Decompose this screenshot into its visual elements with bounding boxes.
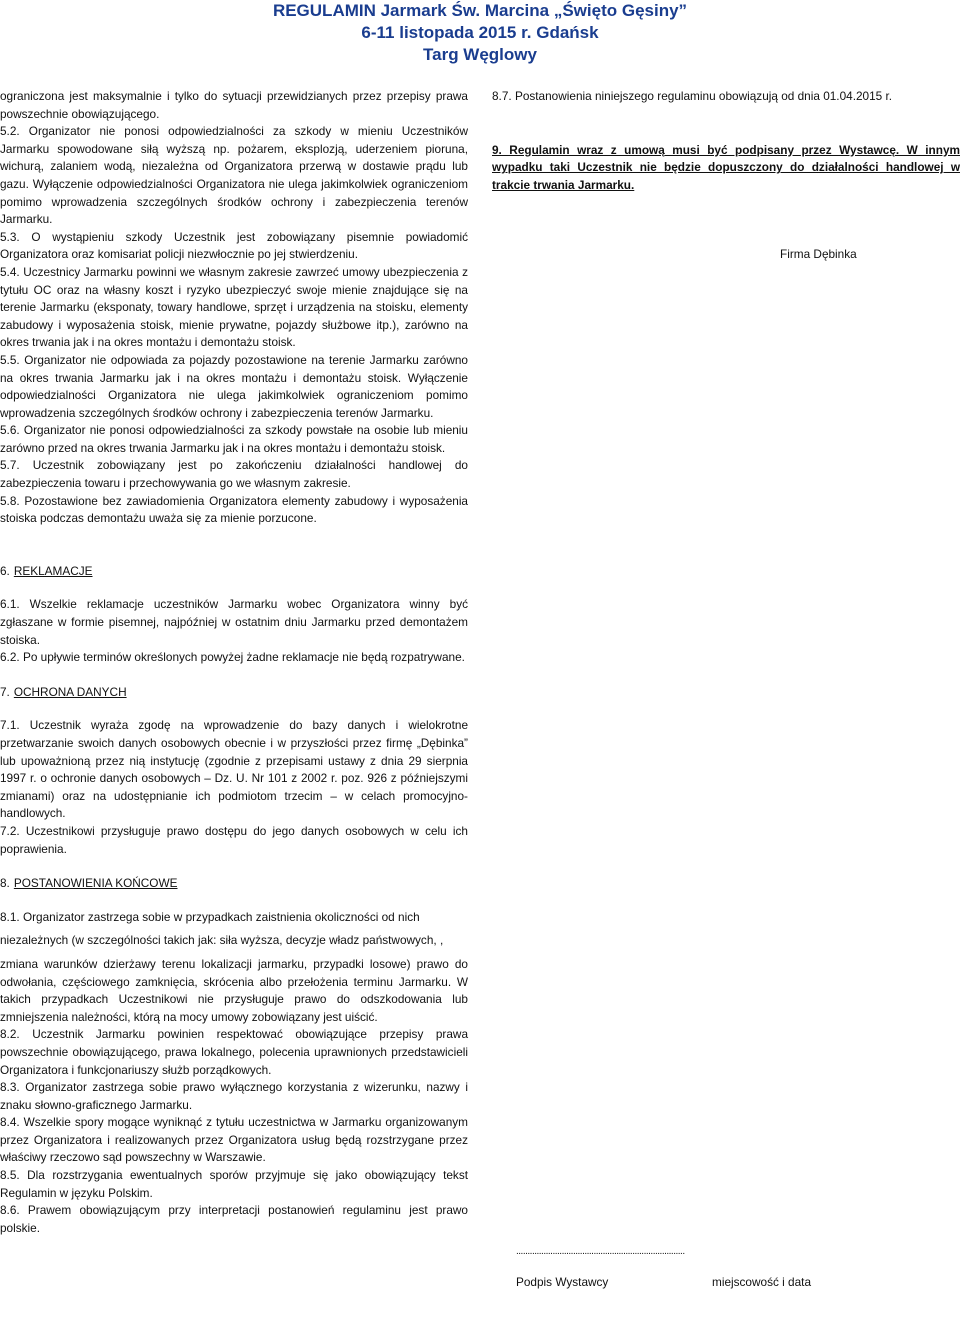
section-8-number: 8. — [0, 876, 10, 891]
signature-line: .......................................................................... — [516, 1246, 685, 1257]
paragraph-continuation: ograniczona jest maksymalnie i tylko do sytuacji przewidzianych przez przepisy prawa powszechnie obowiązującego. — [0, 89, 468, 121]
header-title: REGULAMIN Jarmark Św. Marcina „Święto Gęsiny” — [272, 1, 688, 20]
paragraph-7-1: 7.1. Uczestnik wyraża zgodę na wprowadzenie do bazy danych i wielokrotne przetwarzanie swoich danych osobowych obecnie i w przyszłości przez firmę „Dębinka” lub upoważnioną przez nią instytucję (zgodnie z przepisami ustawy z dnia 29 sierpnia 1997 r. o ochronie danych osobowych – Dz. U. Nr 101 z 2002 r. poz. 926 z późniejszymi zmianami) oraz na udostępnianie ich podmiotom trzecim – w celach promocyjno-handlowych. — [0, 718, 468, 821]
paragraph-5-6: 5.6. Organizator nie ponosi odpowiedzialności za szkody powstałe na osobie lub mieniu zarówno przed na okres trwania Jarmarku jak i na okres montażu i demontażu stoisk. — [0, 423, 468, 455]
section-6-heading — [0, 563, 468, 581]
paragraph-5-7: 5.7. Uczestnik zobowiązany jest po zakończeniu działalności handlowej do zabezpieczenia towaru i przechowywania go we własnym zakresie. — [0, 458, 468, 491]
paragraph-8-7: 8.7. Postanowienia niniejszego regulaminu obowiązują od dnia 01.04.2015 r. — [492, 89, 893, 103]
paragraph-6-2: 6.2. Po upływie terminów określonych powyżej żadne reklamacje nie będą rozpatrywane. — [0, 650, 465, 665]
paragraph-8-1-rest: zmiana warunków dzierżawy terenu lokalizacji jarmarku, przypadki losowe) prawo do odwołania, częściowego zamknięcia, skrócenia albo przełożenia terminu Jarmarku. W takich przypadkach Uczestnikowi nie przysługuje prawo do odszkodowania lub zmniejszenia należności, którą na mocy umowy zobowiązany jest uiścić. — [0, 956, 468, 1024]
section-6-number: 6. — [0, 563, 10, 578]
paragraph-5-2: 5.2. Organizator nie ponosi odpowiedzialności za szkody w mieniu Uczestników Jarmarku spowodowane siłą wyższą np. pożarem, eksplozją, uderzeniem pioruna, wichurą, zalaniem wodą, niezależna od Organizatora przerwą w dostawie prądu lub gazu. Wyłączenie odpowiedzialności Organizatora nie ulega jakimkolwiek ograniczeniom pomimo wprowadzenia szczególnych środków ochrony i zabezpieczenia terenów Jarmarku. — [0, 124, 468, 227]
paragraph-5-3: 5.3. O wystąpieniu szkody Uczestnik jest zobowiązany pisemnie powiadomić Organizatora oraz komisariat policji niezwłocznie po jej stwierdzeniu. — [0, 229, 468, 262]
right-column — [492, 88, 960, 194]
paragraph-5-8: 5.8. Pozostawione bez zawiadomienia Organizatora elementy zabudowy i wyposażenia stoiska podczas demontażu uważa się za mienie porzucone. — [0, 493, 468, 526]
place-date-label: miejscowość i data — [712, 1275, 812, 1289]
section-6-title: REKLAMACJE — [13, 563, 93, 578]
paragraph-8-1-line2: niezależnych (w szczególności takich jak: siła wyższa, decyzje władz państwowych, , — [0, 933, 444, 948]
paragraph-7-2: 7.2. Uczestnikowi przysługuje prawo dostępu do jego danych osobowych w celu ich poprawienia. — [0, 823, 468, 856]
section-7-heading — [0, 684, 468, 702]
section-8-heading — [0, 875, 468, 893]
paragraph-8-1-line1: 8.1. Organizator zastrzega sobie w przypadkach zaistnienia okoliczności od nich — [0, 909, 420, 924]
section-7-title: OCHRONA DANYCH — [13, 684, 127, 699]
paragraph-8-2: 8.2. Uczestnik Jarmarku powinien respektować obowiązujące przepisy prawa powszechnie obowiązującego, prawa lokalnego, polecenia uprawnionych przedstawicieli Organizatora i funkcjonariuszy służb porządkowych. — [0, 1027, 468, 1077]
signature-label: Podpis Wystawcy — [516, 1275, 609, 1289]
section-8-title: POSTANOWIENIA KOŃCOWE — [13, 876, 178, 891]
company-name: Firma Dębinka — [780, 247, 857, 261]
paragraph-6-1: 6.1. Wszelkie reklamacje uczestników Jarmarku wobec Organizatora winny być zgłaszane w formie pisemnej, najpóźniej w ostatnim dniu Jarmarku przed demontażem stoiska. — [0, 597, 468, 647]
paragraph-8-3: 8.3. Organizator zastrzega sobie prawo wyłącznego korzystania z wizerunku, nazwy i znaku słowno-graficznego Jarmarku. — [0, 1080, 468, 1112]
paragraph-9-signature-requirement: 9. Regulamin wraz z umową musi być podpisany przez Wystawcę. W innym wypadku taki Uczestnik nie będzie dopuszczony do działalności handlowej w trakcie trwania Jarmarku. — [492, 142, 960, 192]
paragraph-5-4: 5.4. Uczestnicy Jarmarku powinni we własnym zakresie zawrzeć umowy ubezpieczenia z tytułu OC oraz na własny koszt i ryzyko ubezpieczyć swoje mienie znajdujące się na terenie Jarmarku (eksponaty, towary handlowe, sprzęt i urządzenia na stoisku, elementy zabudowy i wyposażenia stoisk, mienie prywatne, pojazdy służbowe itp.), zarówno na okres trwania jak i na okres montażu i demontażu stoisk. — [0, 264, 468, 350]
document-header — [180, 0, 780, 66]
left-column — [0, 88, 468, 1237]
header-dates: 6-11 listopada 2015 r. Gdańsk — [361, 23, 599, 42]
header-location: Targ Węglowy — [423, 45, 537, 64]
paragraph-8-4: 8.4. Wszelkie spory mogące wyniknąć z tytułu uczestnictwa w Jarmarku organizowanym przez Organizatora i realizowanych przez Organizatora usług będą rozstrzygane przez właściwy rzeczowo sąd powszechny w Warszawie. — [0, 1115, 468, 1165]
paragraph-5-5: 5.5. Organizator nie odpowiada za pojazdy pozostawione na terenie Jarmarku zarówno na okres trwania Jarmarku jak i na okres montażu i demontażu stoisk. Wyłączenie odpowiedzialności Organizatora nie ulega jakimkolwiek ograniczeniom pomimo wprowadzenia szczególnych środków ochrony i zabezpieczenia terenów Jarmarku. — [0, 352, 468, 420]
paragraph-8-5: 8.5. Dla rozstrzygania ewentualnych sporów przyjmuje się jako obowiązujący tekst Regulamin w języku Polskim. — [0, 1168, 468, 1200]
paragraph-8-6: 8.6. Prawem obowiązującym przy interpretacji postanowień regulaminu jest prawo polskie. — [0, 1203, 468, 1235]
section-7-number: 7. — [0, 684, 10, 699]
